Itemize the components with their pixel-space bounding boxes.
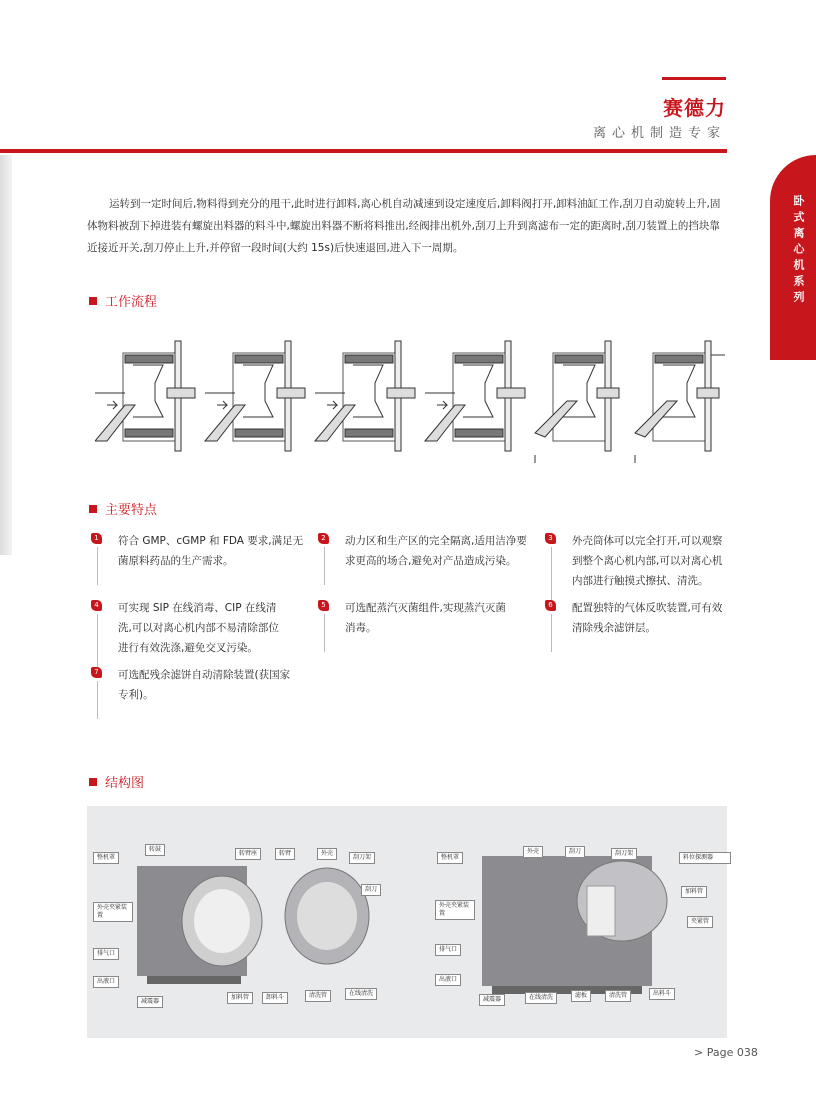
callout-label: 整机罩 (437, 852, 463, 864)
square-bullet-icon (89, 297, 97, 305)
feature-item: 4 可实现 SIP 在线消毒、CIP 在线清洗,可以对离心机内部不易清除部位进行有效洗涤,避免交叉污染。 (118, 598, 283, 658)
callout-label: 在线清洗 (525, 992, 557, 1004)
brand-name: 赛德力 (663, 96, 726, 120)
callout-label: 外壳夹紧装置 (435, 900, 475, 920)
workflow-diagrams (95, 333, 735, 463)
callout-label: 滤板 (571, 990, 591, 1002)
callout-label: 刮刀 (565, 846, 585, 858)
workflow-step-5 (535, 341, 619, 463)
callout-label: 出液口 (93, 976, 119, 988)
callout-label: 转臂 (275, 848, 295, 860)
series-side-tab-label: 卧式离心机系列 (792, 195, 805, 307)
workflow-step-6 (635, 341, 725, 463)
section-title-workflow: 工作流程 (89, 291, 157, 310)
callout-label: 刮刀架 (349, 852, 375, 864)
feature-item: 2 动力区和生产区的完全隔离,适用洁净要求更高的场合,避免对产品造成污染。 (345, 531, 535, 571)
callout-label: 外壳 (317, 848, 337, 860)
callout-label: 出液口 (435, 974, 461, 986)
callout-label: 转臂座 (235, 848, 261, 860)
callout-label: 排气口 (435, 944, 461, 956)
callout-label: 刮刀 (361, 884, 381, 896)
left-decor-bar (0, 155, 12, 555)
callout-label: 加料管 (227, 992, 253, 1004)
intro-paragraph: 运转到一定时间后,物料得到充分的甩干,此时进行卸料,离心机自动减速到设定速度后,卸料阀打开,卸料油缸工作,刮刀自动旋转上升,固体物料被刮下掉进装有螺旋出料器的料斗中,螺旋出料器不断将料推出,经阀排出机外,刮刀上升到离滤布一定的距离时,刮刀装置上的挡块靠近接近开关,刮刀停止上升,并停留一段时间(大约 15s)后快速退回,进入下一周期。 (87, 198, 721, 254)
feature-item: 5 可选配蒸汽灭菌组件,实现蒸汽灭菌消毒。 (345, 598, 510, 638)
callout-label: 清洗管 (305, 990, 331, 1002)
callout-label: 夹紧管 (687, 916, 713, 928)
callout-label: 外壳夹紧装置 (93, 902, 133, 922)
callout-label: 清洗管 (605, 990, 631, 1002)
section-title-features: 主要特点 (89, 499, 157, 518)
header-divider (0, 149, 727, 153)
callout-label: 外壳 (523, 846, 543, 858)
callout-label: 在线清洗 (345, 988, 377, 1000)
callout-label: 料位探测器 (679, 852, 731, 864)
callout-label: 出料斗 (649, 988, 675, 1000)
section-title-structure: 结构图 (89, 772, 144, 791)
structure-diagram (87, 806, 727, 1038)
callout-label: 减震器 (137, 996, 163, 1008)
page-number: > Page 038 (694, 1046, 758, 1059)
square-bullet-icon (89, 778, 97, 786)
callout-label: 转鼓 (145, 844, 165, 856)
feature-item: 3 外壳筒体可以完全打开,可以观察到整个离心机内部,可以对离心机内部进行触摸式擦拭、清洗。 (572, 531, 732, 591)
feature-item: 1 符合 GMP、cGMP 和 FDA 要求,满足无菌原料药品的生产需求。 (118, 531, 308, 571)
callout-label: 加料管 (681, 886, 707, 898)
brand-slogan: 离心机制造专家 (592, 126, 726, 141)
brand-accent-line (662, 77, 726, 80)
square-bullet-icon (89, 505, 97, 513)
callout-label: 整机罩 (93, 852, 119, 864)
feature-item: 6 配置独特的气体反吹装置,可有效清除残余滤饼层。 (572, 598, 732, 638)
callout-label: 排气口 (93, 948, 119, 960)
workflow-step-1 (95, 341, 195, 451)
callout-label: 减震器 (479, 994, 505, 1006)
callout-label: 刮刀架 (611, 848, 637, 860)
feature-item: 7 可选配残余滤饼自动清除装置(获国家专利)。 (118, 665, 293, 705)
callout-label: 卸料斗 (262, 992, 288, 1004)
